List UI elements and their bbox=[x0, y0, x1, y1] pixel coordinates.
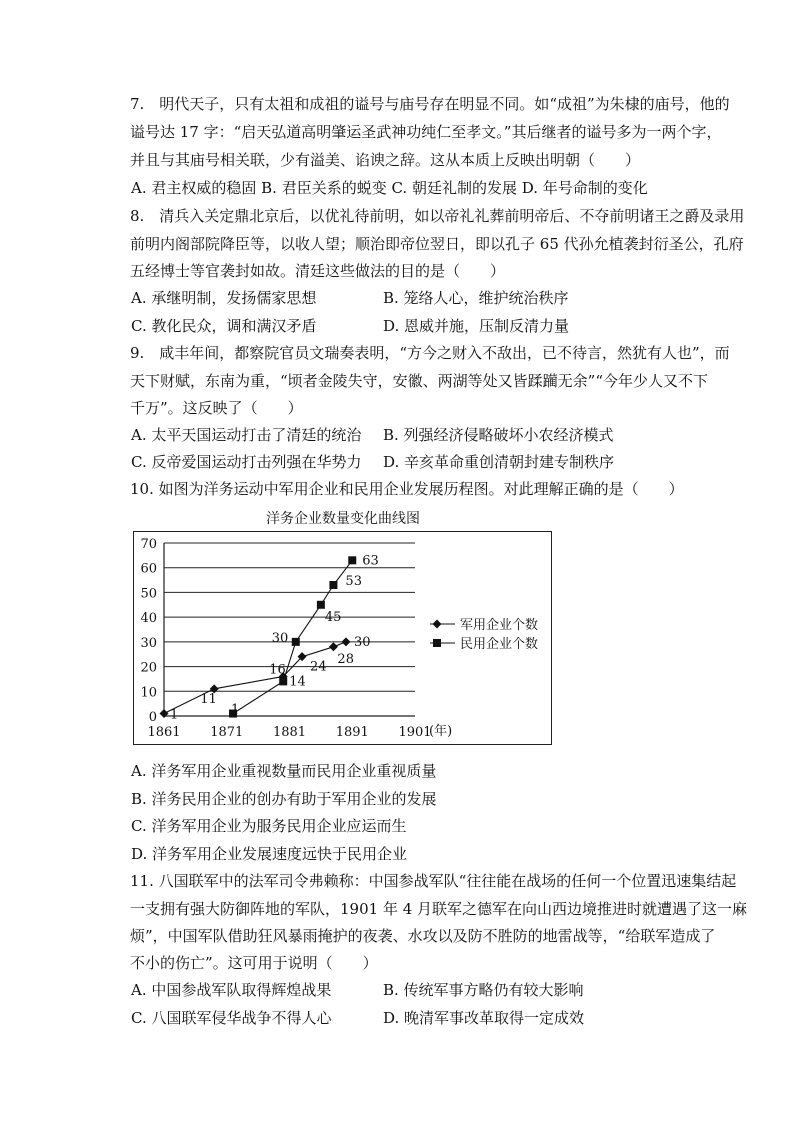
q11-line-4: 不小的伤亡”。这可用于说明（ ） bbox=[130, 954, 378, 972]
x-tick-label-1881: 1881 bbox=[272, 725, 307, 740]
q7-line-1: 7. 明代天子，只有太祖和成祖的谥号与庙号存在明显不同。如“成祖”为朱棣的庙号，他的 bbox=[130, 95, 730, 113]
q8-option-c: C. 教化民众，调和满汉矛盾 bbox=[131, 317, 317, 335]
q9-options-row-1 bbox=[131, 425, 691, 445]
civilian-enterprise-point bbox=[329, 581, 337, 589]
q8-option-b: B. 笼络人心，维护统治秩序 bbox=[383, 289, 569, 307]
q11-option-a: A. 中国参战军队取得辉煌战果 bbox=[131, 981, 332, 999]
x-tick-label-1901: 1901 bbox=[398, 725, 432, 740]
x-axis-label: (年) bbox=[429, 724, 453, 739]
q11-option-b: B. 传统军事方略仍有较大影响 bbox=[383, 981, 584, 999]
military-enterprise-data-label: 30 bbox=[353, 634, 371, 650]
military-enterprise-data-label: 16 bbox=[269, 662, 286, 678]
y-tick-label-30: 30 bbox=[140, 635, 157, 651]
y-tick-label-0: 0 bbox=[148, 710, 157, 725]
q9-options-row-2 bbox=[131, 452, 691, 472]
q9-line-3: 千万”。这反映了（ ） bbox=[130, 399, 303, 417]
y-tick-label-50: 50 bbox=[140, 586, 157, 602]
civilian-enterprise-data-label: 63 bbox=[362, 553, 379, 569]
civilian-enterprise-data-label: 30 bbox=[271, 630, 289, 646]
military-enterprise-data-label: 1 bbox=[170, 707, 179, 723]
civilian-enterprise-point bbox=[292, 638, 300, 646]
q7-line-3: 并且与其庙号相关联，少有溢美、谄谀之辞。这从本质上反映出明朝（ ） bbox=[130, 151, 641, 169]
q8-options-row-1 bbox=[131, 288, 691, 308]
x-tick-label-1891: 1891 bbox=[335, 725, 369, 740]
q10-option-a: A. 洋务军用企业重视数量而民用企业重视质量 bbox=[131, 762, 437, 780]
y-tick-label-20: 20 bbox=[140, 660, 157, 676]
q11-option-c: C. 八国联军侵华战争不得人心 bbox=[131, 1009, 332, 1027]
civilian-enterprise-point bbox=[279, 677, 287, 685]
y-tick-label-10: 10 bbox=[140, 685, 157, 701]
q7-line-2: 谥号达 17 字：“启天弘道高明肇运圣武神功纯仁至孝文。”其后继者的谥号多为一两个字， bbox=[130, 123, 722, 141]
military-enterprise-data-label: 24 bbox=[310, 659, 327, 675]
q11-line-1: 11. 八国联军中的法军司令弗赖称：中国参战军队“往往能在战场的任何一个位置迅速集结起 bbox=[130, 872, 737, 890]
q7-options: A. 君主权威的稳固 B. 君臣关系的蜕变 C. 朝廷礼制的发展 D. 年号命制的变化 bbox=[131, 179, 648, 197]
chart-title: 洋务企业数量变化曲线图 bbox=[266, 511, 420, 527]
q11-line-2: 一支拥有强大防御阵地的军队，1901 年 4 月联军之德军在向山西边境推进时就遭遇了这一麻 bbox=[130, 900, 748, 918]
line-chart bbox=[133, 531, 553, 747]
civilian-enterprise-data-label: 45 bbox=[324, 609, 342, 625]
q9-option-c: C. 反帝爱国运动打击列强在华势力 bbox=[131, 453, 362, 471]
q10-option-c: C. 洋务军用企业为服务民用企业应运而生 bbox=[131, 817, 407, 835]
q10-option-b: B. 洋务民用企业的创办有助于军用企业的发展 bbox=[131, 790, 437, 808]
q10-stem: 10. 如图为洋务运动中军用企业和民用企业发展历程图。对此理解正确的是（ ） bbox=[130, 480, 684, 498]
military-enterprise-data-label: 11 bbox=[200, 691, 217, 707]
q8-line-3: 五经博士等官袭封如故。清廷这些做法的目的是（ ） bbox=[130, 262, 506, 280]
q9-line-2: 天下财赋，东南为重，“顷者金陵失守，安徽、两湖等处又皆蹂躏无余”“今年少人又不下 bbox=[130, 372, 709, 390]
q9-line-1: 9. 咸丰年间，都察院官员文瑞奏表明，“方今之财入不敌出，已不待言，然犹有人也”，而 bbox=[130, 344, 730, 362]
y-tick-label-70: 70 bbox=[140, 537, 157, 552]
civilian-enterprise-data-label: 1 bbox=[231, 702, 240, 718]
civilian-enterprise-point bbox=[317, 601, 325, 609]
q11-options-row-1 bbox=[131, 980, 691, 1000]
legend-marker-civilian-enterprise bbox=[433, 639, 441, 647]
civilian-enterprise-point bbox=[348, 556, 356, 564]
q8-options-row-2 bbox=[131, 316, 691, 336]
q9-option-d: D. 辛亥革命重创清朝封建专制秩序 bbox=[383, 453, 615, 471]
q8-line-2: 前明内阁部院降臣等，以收人望；顺治即帝位翌日，即以孔子 65 代孙允植袭封衍圣公，孔府 bbox=[130, 235, 744, 253]
x-tick-label-1861: 1861 bbox=[147, 725, 181, 740]
y-tick-label-40: 40 bbox=[140, 611, 157, 627]
civilian-enterprise-data-label: 53 bbox=[345, 574, 362, 590]
q8-line-1: 8. 清兵入关定鼎北京后，以优礼待前明，如以帝礼礼葬前明帝后、不夺前明诸王之爵及录用 bbox=[130, 207, 745, 225]
legend-label-military-enterprise: 军用企业个数 bbox=[460, 618, 539, 633]
q11-line-3: 烦”，中国军队借助狂风暴雨掩护的夜袭、水攻以及防不胜防的地雷战等，“给联军造成了 bbox=[130, 927, 716, 945]
q10-option-d: D. 洋务军用企业发展速度远快于民用企业 bbox=[131, 845, 408, 863]
x-tick-label-1871: 1871 bbox=[210, 725, 244, 740]
q11-options-row-2 bbox=[131, 1008, 691, 1028]
q8-option-a: A. 承继明制，发扬儒家思想 bbox=[131, 289, 317, 307]
q9-option-a: A. 太平天国运动打击了清廷的统治 bbox=[131, 426, 362, 444]
q11-option-d: D. 晚清军事改革取得一定成效 bbox=[383, 1009, 585, 1027]
q8-option-d: D. 恩威并施，压制反清力量 bbox=[383, 317, 570, 335]
q9-option-b: B. 列强经济侵略破坏小农经济模式 bbox=[383, 426, 614, 444]
legend-label-civilian-enterprise: 民用企业个数 bbox=[460, 637, 539, 652]
military-enterprise-data-label: 28 bbox=[337, 651, 354, 667]
y-tick-label-60: 60 bbox=[140, 561, 157, 577]
civilian-enterprise-data-label: 14 bbox=[289, 674, 306, 690]
